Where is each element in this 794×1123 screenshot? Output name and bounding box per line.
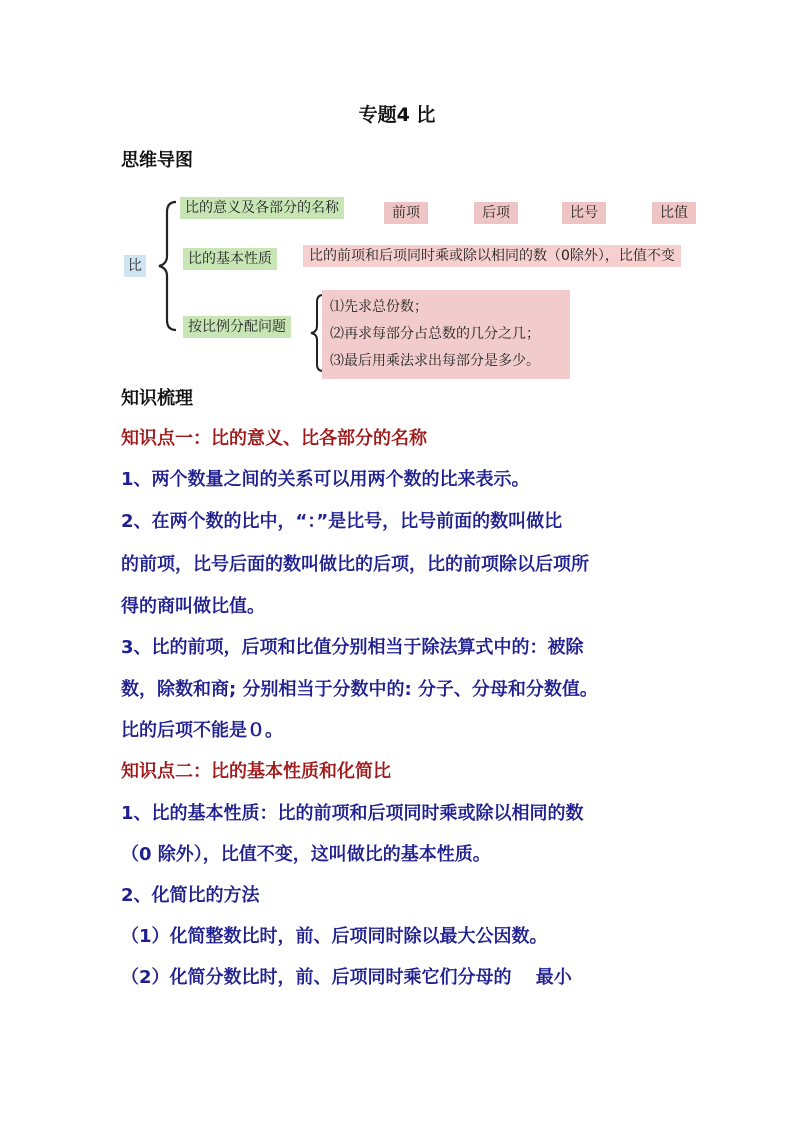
point2-line-1: 1、比的基本性质：比的前项和后项同时乘或除以相同的数 xyxy=(121,803,584,824)
branch-property-label: 比的基本性质 xyxy=(183,248,277,270)
branch-allocation-label: 按比例分配问题 xyxy=(183,316,291,338)
mindmap-root: 比 xyxy=(124,255,146,277)
property-description: 比的前项和后项同时乘或除以相同的数（0除外），比值不变 xyxy=(303,245,681,267)
point1-line-1: 1、两个数量之间的关系可以用两个数的比来表示。 xyxy=(121,469,530,490)
point1-line-3: 的前项，比号后面的数叫做比的后项，比的前项除以后项所 xyxy=(121,554,589,575)
allocation-step-3: ⑶最后用乘法求出每部分是多少。 xyxy=(330,353,540,369)
allocation-steps xyxy=(322,290,570,379)
point2-heading: 知识点二：比的基本性质和化简比 xyxy=(121,761,391,782)
term-colon: 比号 xyxy=(562,202,606,224)
point1-line-4: 得的商叫做比值。 xyxy=(121,596,265,617)
branch-meaning-label: 比的意义及各部分的名称 xyxy=(180,197,344,219)
term-back: 后项 xyxy=(474,202,518,224)
point1-line-7: 比的后项不能是０。 xyxy=(121,720,283,741)
point2-line-3: 2、化简比的方法 xyxy=(121,885,260,906)
point2-line-2: （0 除外），比值不变，这叫做比的基本性质。 xyxy=(121,844,491,865)
point1-line-2: 2、在两个数的比中，“：”是比号，比号前面的数叫做比 xyxy=(121,511,563,532)
mindmap-heading: 思维导图 xyxy=(121,150,193,171)
allocation-step-1: ⑴先求总份数； xyxy=(330,299,428,315)
term-front: 前项 xyxy=(384,202,428,224)
point1-line-6: 数，除数和商; 分别相当于分数中的: 分子、分母和分数值。 xyxy=(121,679,598,700)
allocation-step-2: ⑵再求每部分占总数的几分之几； xyxy=(330,326,540,342)
point2-line-5: （2）化简分数比时，前、后项同时乘它们分母的 最小 xyxy=(121,967,572,988)
point1-heading: 知识点一：比的意义、比各部分的名称 xyxy=(121,428,427,449)
main-brace xyxy=(156,198,180,334)
knowledge-heading: 知识梳理 xyxy=(121,388,193,409)
point2-line-4: （1）化简整数比时，前、后项同时除以最大公因数。 xyxy=(121,926,548,947)
page-title: 专题4 比 xyxy=(358,104,436,126)
point1-line-5: 3、比的前项，后项和比值分别相当于除法算式中的：被除 xyxy=(121,637,584,658)
term-value: 比值 xyxy=(652,202,696,224)
